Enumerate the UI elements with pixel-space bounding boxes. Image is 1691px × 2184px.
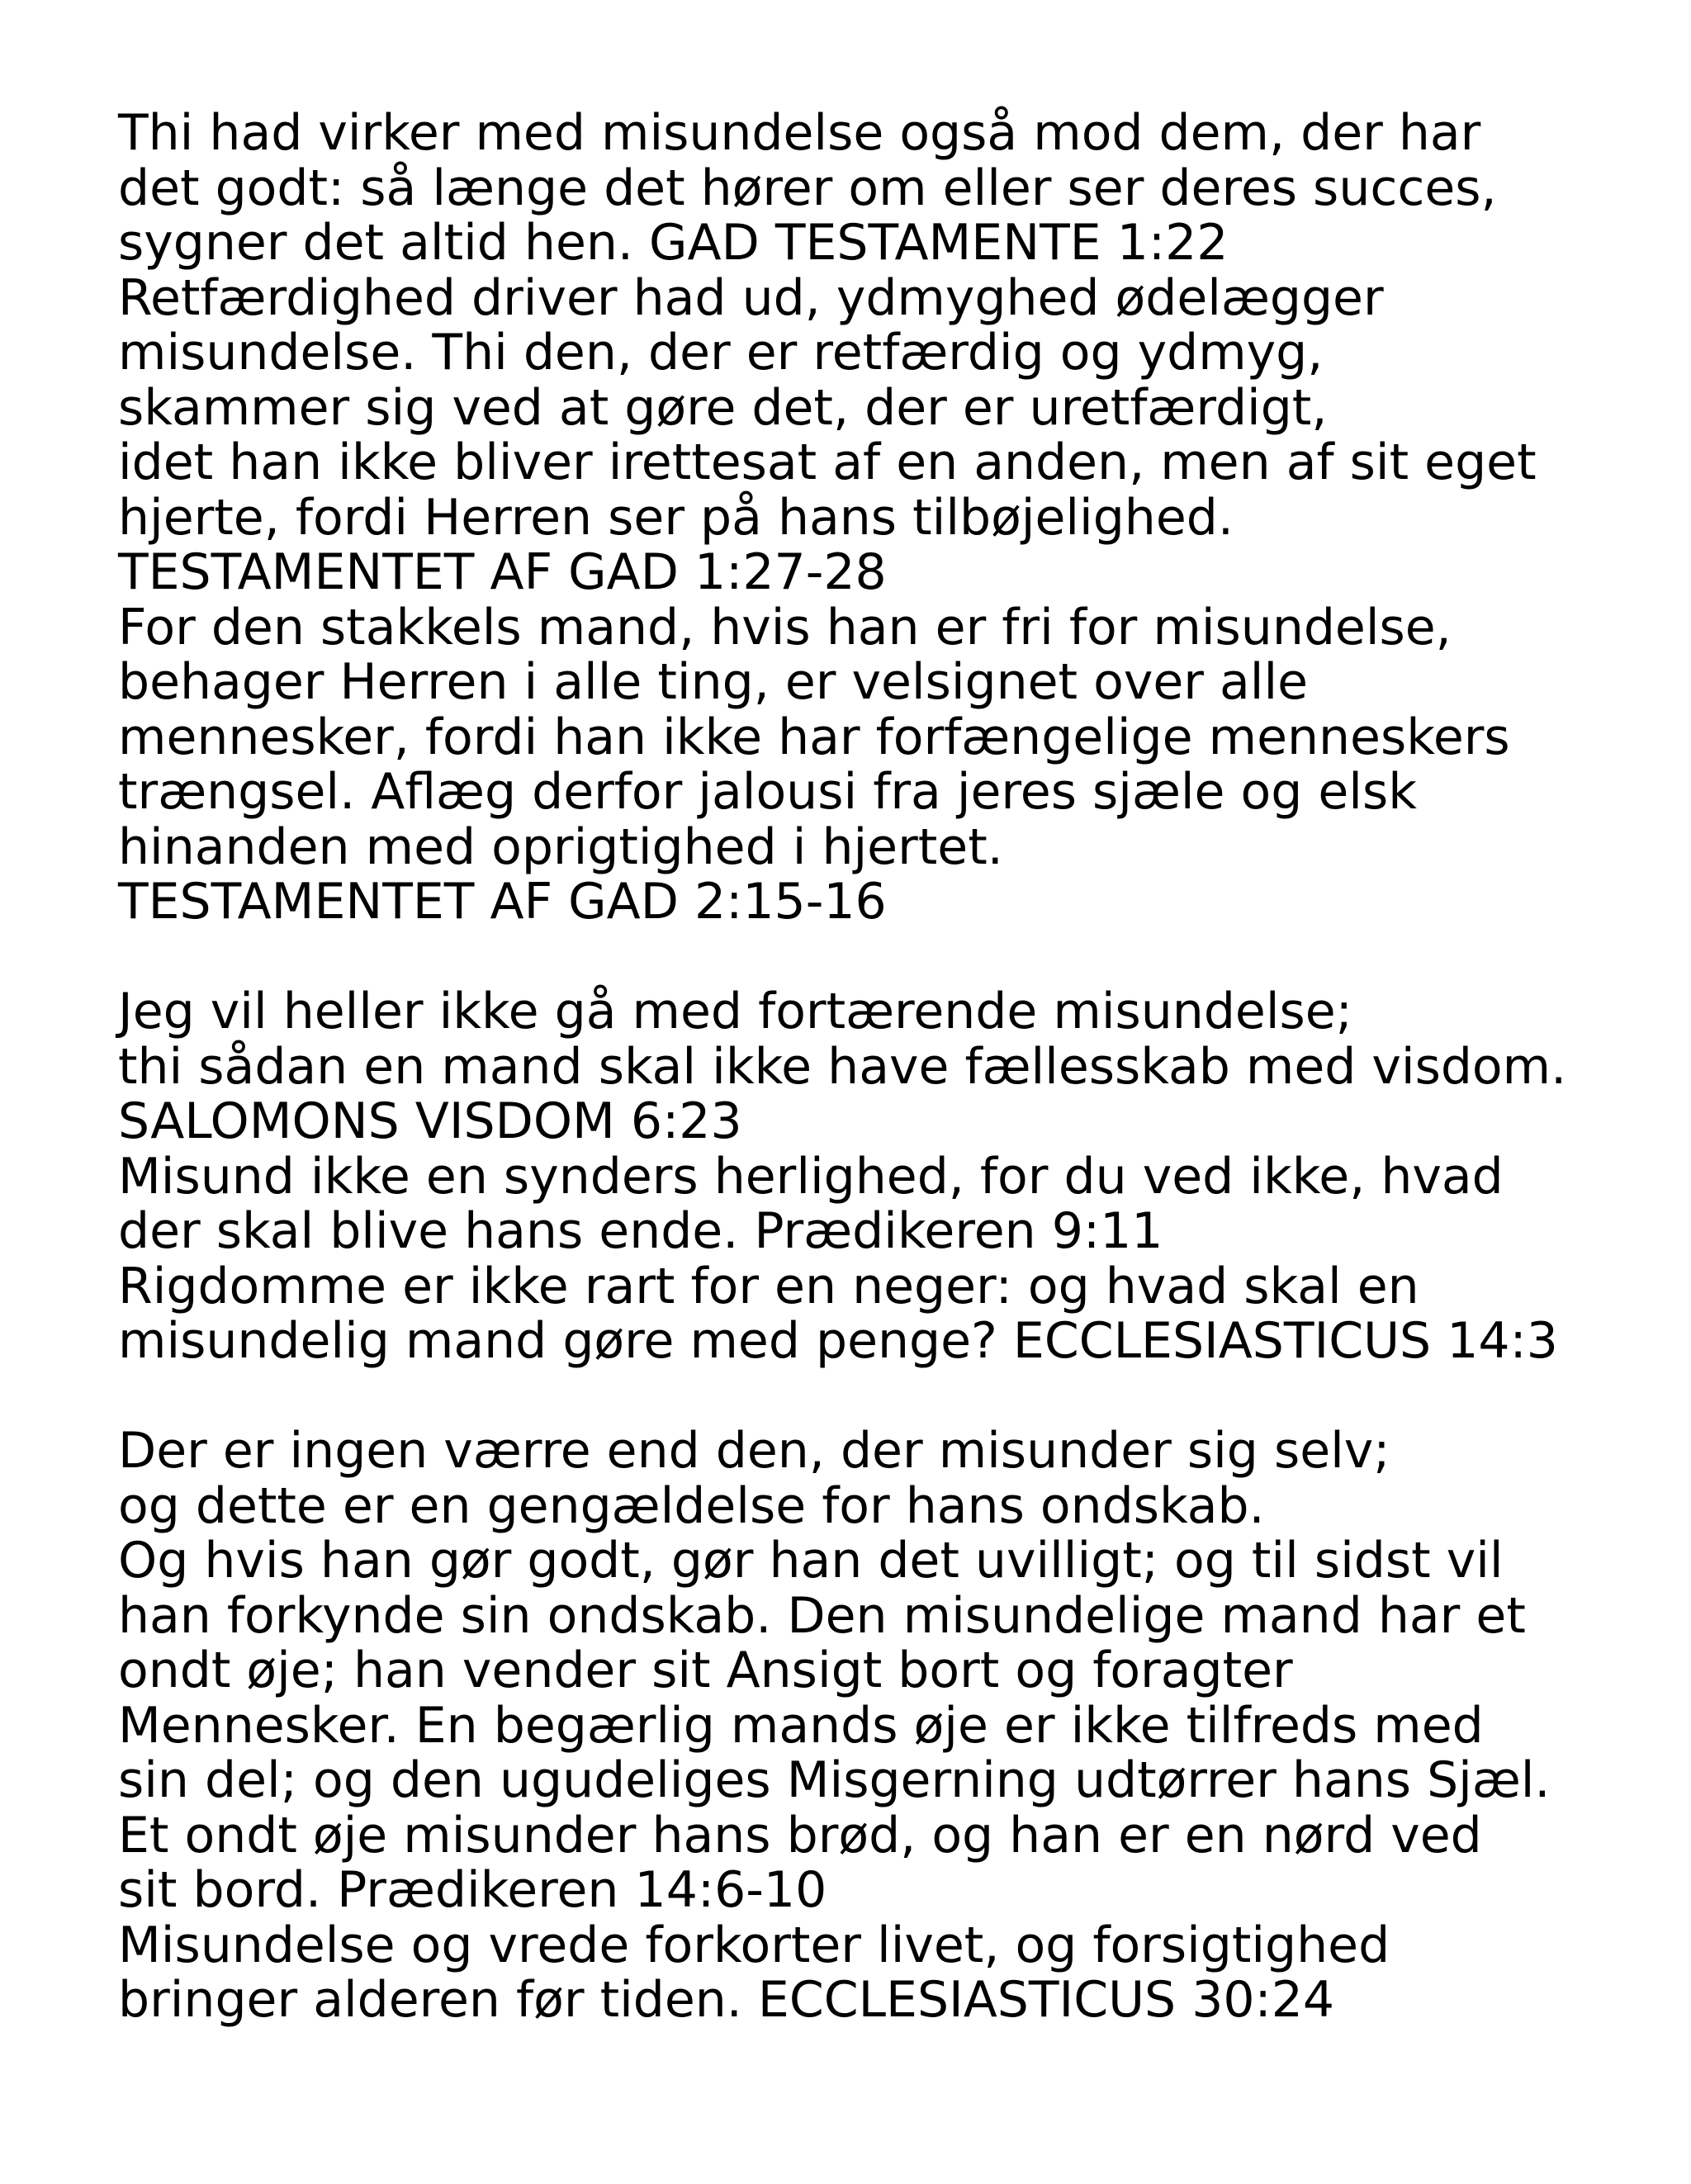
text-line: og dette er en gengældelse for hans ondskab.	[118, 1476, 1265, 1535]
text-line: bringer alderen før tiden. ECCLESIASTICUS 30:24	[118, 1971, 1335, 2029]
text-line: det godt: så længe det hører om eller ser deres succes,	[118, 159, 1497, 217]
text-line: hjerte, fordi Herren ser på hans tilbøjelighed.	[118, 488, 1234, 547]
text-line: Misund ikke en synders herlighed, for du ved ikke, hvad	[118, 1147, 1504, 1206]
text-line: Retfærdighed driver had ud, ydmyghed ødelægger	[118, 268, 1384, 327]
scripture-text	[118, 106, 1670, 2028]
text-line: ondt øje; han vender sit Ansigt bort og foragter	[118, 1642, 1293, 1699]
text-line: For den stakkels mand, hvis han er fri for misundelse,	[118, 598, 1452, 656]
text-line: Rigdomme er ikke rart for en neger: og hvad skal en	[118, 1257, 1419, 1315]
paragraph-gap	[118, 1369, 1670, 1424]
text-line: Et ondt øje misunder hans brød, og han er en nørd ved	[118, 1806, 1482, 1864]
text-line: der skal blive hans ende. Prædikeren 9:11	[118, 1202, 1163, 1260]
text-line: trængsel. Aflæg derfor jalousi fra jeres sjæle og elsk	[118, 763, 1417, 821]
text-line: Mennesker. En begærlig mands øje er ikke tilfreds med	[118, 1696, 1484, 1755]
paragraph-gap	[118, 930, 1670, 985]
text-line: TESTAMENTET AF GAD 2:15-16	[118, 873, 887, 931]
text-line: han forkynde sin ondskab. Den misundelige mand har et	[118, 1586, 1526, 1645]
text-line: skammer sig ved at gøre det, der er uretfærdigt,	[118, 378, 1328, 437]
text-line: behager Herren i alle ting, er velsignet over alle	[118, 653, 1309, 711]
text-line: misundelse. Thi den, der er retfærdig og ydmyg,	[118, 324, 1324, 381]
text-line: TESTAMENTET AF GAD 1:27-28	[118, 543, 887, 601]
text-line: hinanden med oprigtighed i hjertet.	[118, 817, 1003, 876]
text-line: sygner det altid hen. GAD TESTAMENTE 1:22	[118, 214, 1229, 272]
text-line: thi sådan en mand skal ikke have fællesskab med visdom.	[118, 1037, 1567, 1096]
text-line: sit bord. Prædikeren 14:6-10	[118, 1861, 827, 1919]
text-line: Misundelse og vrede forkorter livet, og forsigtighed	[118, 1916, 1390, 1974]
text-line: Thi had virker med misundelse også mod dem, der har	[118, 104, 1481, 162]
text-line: mennesker, fordi han ikke har forfængelige menneskers	[118, 708, 1510, 766]
text-line: SALOMONS VISDOM 6:23	[118, 1092, 742, 1150]
text-line: sin del; og den ugudeliges Misgerning udtørrer hans Sjæl.	[118, 1751, 1551, 1809]
text-line: Jeg vil heller ikke gå med fortærende misundelse;	[118, 983, 1352, 1040]
text-line: misundelig mand gøre med penge? ECCLESIASTICUS 14:3	[118, 1312, 1558, 1370]
text-line: Der er ingen værre end den, der misunder sig selv;	[118, 1422, 1390, 1480]
text-line: idet han ikke bliver irettesat af en anden, men af sit eget	[118, 433, 1537, 491]
text-line: Og hvis han gør godt, gør han det uvilligt; og til sidst vil	[118, 1532, 1504, 1589]
